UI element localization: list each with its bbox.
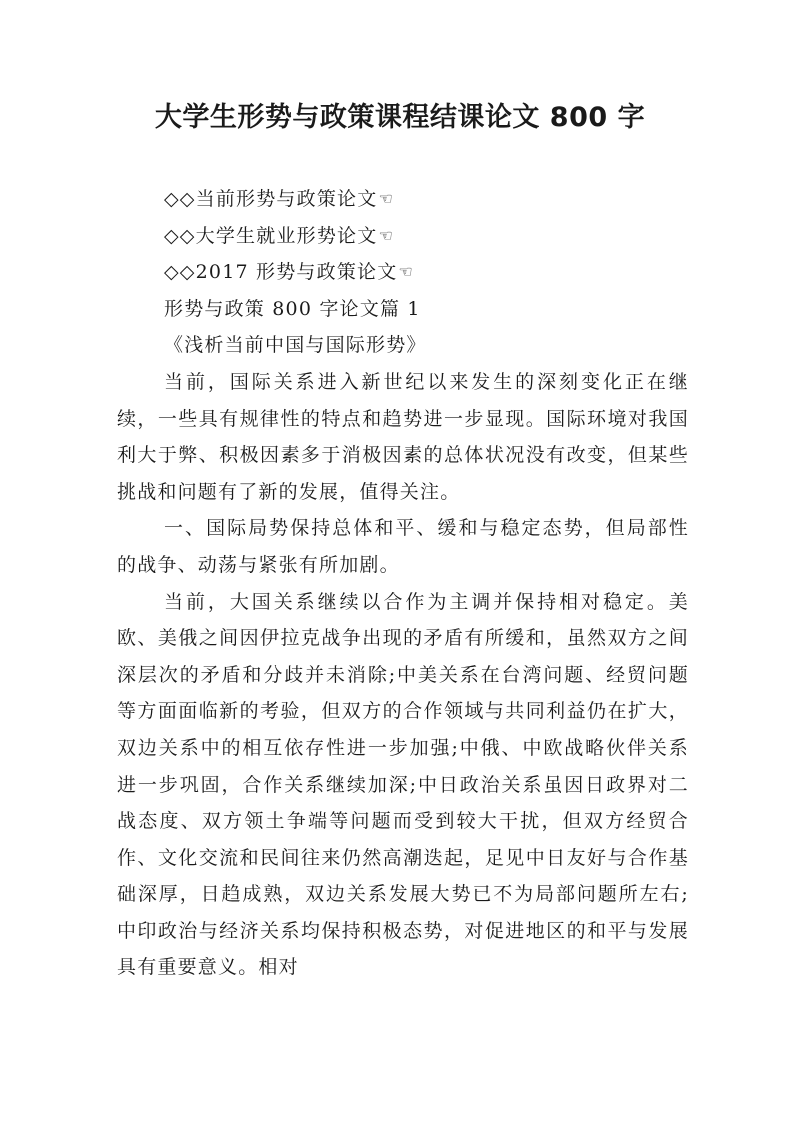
related-link-text[interactable]: ◇◇当前形势与政策论文 [164,188,378,210]
pointing-hand-icon: ☜ [398,262,414,282]
paragraph-1: 当前，国际关系进入新世纪以来发生的深刻变化正在继续，一些具有规律性的特点和趋势进一步显现。国际环境对我国利大于弊、积极因素多于消极因素的总体状况没有改变，但某些挑战和问题有了新的发展，值得关注。 [117,370,689,503]
related-link-3[interactable] [117,254,689,291]
related-link-text[interactable]: ◇◇大学生就业形势论文 [164,224,378,247]
paragraph-3: 当前，大国关系继续以合作为主调并保持相对稳定。美欧、美俄之间因伊拉克战争出现的矛盾有所缓和，虽然双方之间深层次的矛盾和分歧并未消除;中美关系在台湾问题、经贸问题等方面面临新的考验，但双方的合作领域与共同利益仍在扩大，双边关系中的相互依存性进一步加强;中俄、中欧战略伙伴关系进一步巩固，合作关系继续加深;中日政治关系虽因日政界对二战态度、双方领土争端等问题而受到较大干扰，但双方经贸合作、文化交流和民间往来仍然高潮迭起，足见中日友好与合作基础深厚，日趋成熟，双边关系发展大势已不为局部问题所左右;中印政治与经济关系均保持积极态势，对促进地区的和平与发展具有重要意义。相对 [117,590,689,979]
related-link-1[interactable] [117,181,689,218]
paragraph-2: 一、国际局势保持总体和平、缓和与稳定态势，但局部性的战争、动荡与紧张有所加剧。 [117,517,689,576]
document-title: 大学生形势与政策课程结课论文 800 字 [154,102,646,133]
related-link-2[interactable] [117,218,689,255]
article-title: 《浅析当前中国与国际形势》 [164,334,427,357]
document-body [117,181,689,986]
section-heading: 形势与政策 800 字论文篇 1 [164,297,421,320]
pointing-hand-icon: ☜ [378,225,394,245]
related-link-text[interactable]: ◇◇2017 形势与政策论文 [164,261,398,284]
pointing-hand-icon: ☜ [378,189,394,208]
